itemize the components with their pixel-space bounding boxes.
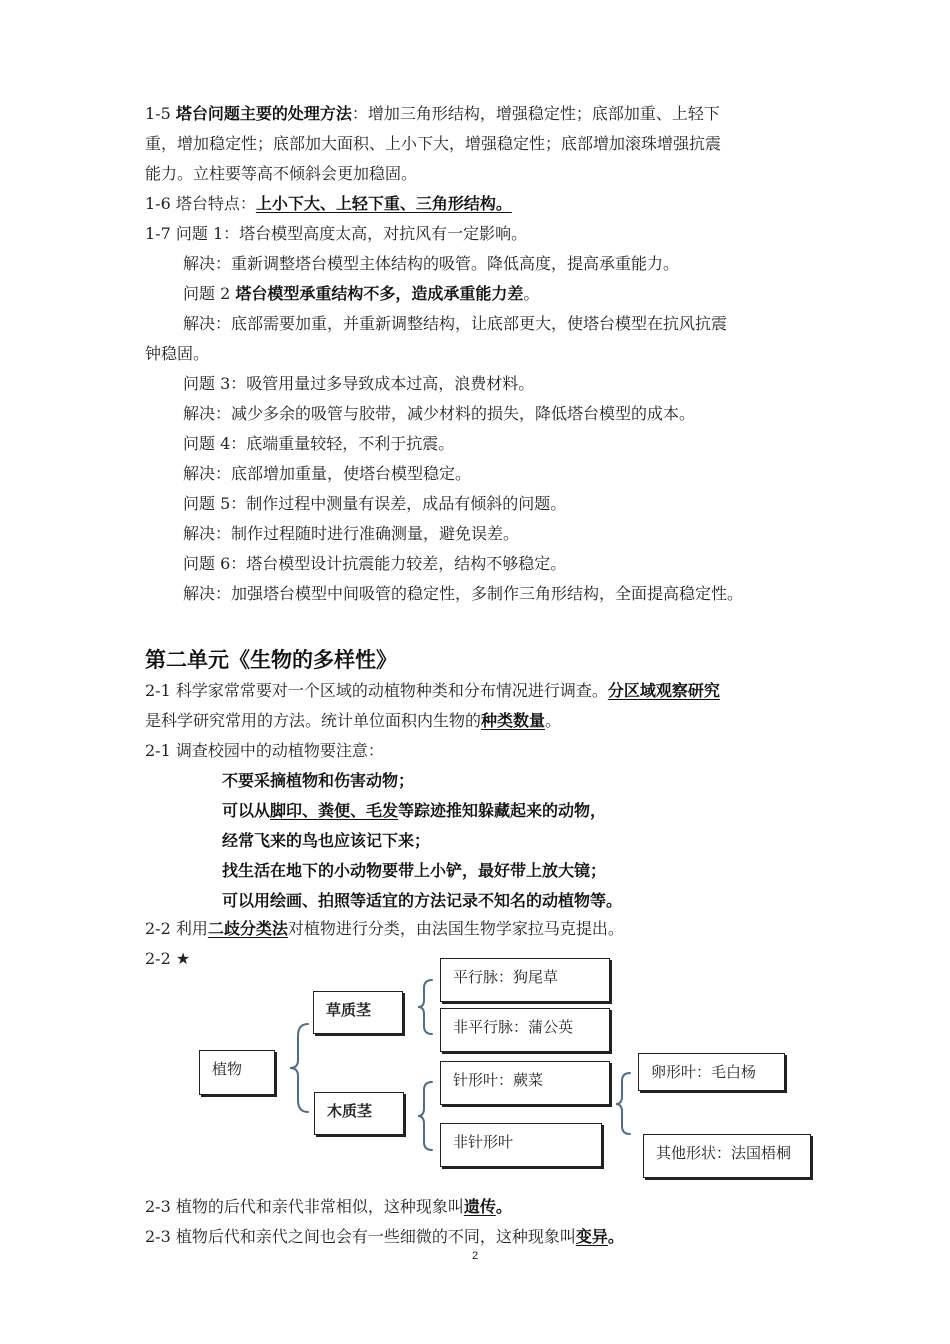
text-run: 。: [545, 711, 562, 730]
question-4: 问题 4：底端重量较轻，不利于抗震。: [183, 434, 455, 453]
underlined-term: 遗传: [463, 1197, 496, 1216]
text-run: 。: [607, 1227, 624, 1246]
paragraph-2-3-variation: [145, 1227, 624, 1247]
text-run: 2-3 植物后代和亲代之间也会有一些细微的不同，这种现象叫: [145, 1227, 576, 1246]
question-1: 1-7 问题 1：塔台模型高度太高，对抗风有一定影响。: [145, 224, 528, 243]
text-run: 。: [523, 284, 540, 303]
bold-term: 塔台模型承重结构不多，造成承重能力差: [235, 284, 524, 303]
solution-6: 解决：加强塔台模型中间吸管的稳定性，多制作三角形结构，全面提高稳定性。: [183, 584, 744, 603]
tree-other-box: 其他形状：法国梧桐: [643, 1134, 811, 1178]
tree-parallel-box: 平行脉：狗尾草: [440, 958, 610, 1002]
text-run: 1-6 塔台特点：: [145, 194, 256, 213]
text-line: 重，增加稳定性；底部加大面积、上小下大，增强稳定性；底部增加滚珠增强抗震: [145, 134, 722, 153]
item-number: 1-5: [145, 104, 176, 123]
text-run: 对植物进行分类，由法国生物学家拉马克提出。: [287, 919, 624, 938]
text-run: 2-2 利用: [145, 919, 208, 938]
question-3: 问题 3：吸管用量过多导致成本过高，浪费材料。: [183, 374, 535, 393]
brace-nonneedle: [616, 1073, 630, 1134]
brace-herb: [418, 980, 432, 1034]
paragraph-2-3-heredity: [145, 1197, 512, 1217]
text-line: 能力。立柱要等高不倾斜会更加稳固。: [145, 164, 418, 183]
underlined-term: 分区域观察研究: [607, 681, 720, 700]
solution-4: 解决：底部增加重量，使塔台模型稳定。: [183, 464, 472, 483]
text-run: 2-3 植物的后代和亲代非常相似，这种现象叫: [145, 1197, 464, 1216]
underlined-term: 上小下大、上轻下重、三角形结构。: [255, 194, 512, 213]
underlined-term: 脚印、粪便、毛发: [270, 801, 399, 820]
text-run: 问题 2: [183, 284, 236, 303]
text-run: 等踪迹推知躲藏起来的动物，: [398, 801, 607, 820]
paragraph-2-2-star: 2-2 ★: [145, 949, 191, 968]
text-run: ：增加三角形结构，增强稳定性；底部加重、上轻下: [351, 104, 720, 123]
text-line: 钟稳固。: [145, 344, 210, 363]
tree-needle-box: 针形叶：蕨菜: [440, 1061, 610, 1105]
solution-2: 解决：底部需要加重，并重新调整结构，让底部更大，使塔台模型在抗风抗震: [183, 314, 728, 333]
note-3: 经常飞来的鸟也应该记下来；: [222, 831, 431, 850]
underlined-term: 种类数量: [481, 711, 546, 730]
underlined-term: 变异: [575, 1227, 608, 1246]
text-run: 。: [495, 1197, 512, 1216]
text-run: 是科学研究常用的方法。统计单位面积内生物的: [145, 711, 482, 730]
note-1: 不要采摘植物和伤害动物；: [222, 771, 415, 790]
note-4: 找生活在地下的小动物要带上小铲，最好带上放大镜；: [222, 861, 607, 880]
note-5: 可以用绘画、拍照等适宜的方法记录不知名的动植物等。: [222, 891, 623, 910]
solution-5: 解决：制作过程随时进行准确测量，避免误差。: [183, 524, 520, 543]
text-run: 可以从: [222, 801, 271, 820]
tree-nonparallel-box: 非平行脉：蒲公英: [440, 1008, 610, 1052]
unit-heading: 第二单元《生物的多样性》: [145, 648, 397, 672]
question-6: 问题 6：塔台模型设计抗震能力较差，结构不够稳定。: [183, 554, 567, 573]
tree-root-box: 植物: [199, 1050, 275, 1095]
brace-wood: [418, 1082, 432, 1150]
page-number: 2: [471, 1250, 479, 1262]
brace-root: [290, 1024, 308, 1112]
text-run: 2-1 科学家常常要对一个区域的动植物种类和分布情况进行调查。: [145, 681, 608, 700]
tree-nonneedle-box: 非针形叶: [440, 1123, 602, 1167]
underlined-term: 二歧分类法: [207, 919, 288, 938]
solution-3: 解决：减少多余的吸管与胶带，减少材料的损失，降低塔台模型的成本。: [183, 404, 696, 423]
question-5: 问题 5：制作过程中测量有误差，成品有倾斜的问题。: [183, 494, 567, 513]
tree-herb-box: 草质茎: [313, 991, 403, 1034]
solution-1: 解决：重新调整塔台模型主体结构的吸管。降低高度，提高承重能力。: [183, 254, 680, 273]
paragraph-2-1b: 2-1 调查校园中的动植物要注意：: [145, 741, 384, 760]
tree-wood-box: 木质茎: [314, 1092, 404, 1135]
bold-term: 塔台问题主要的处理方法: [175, 104, 352, 123]
tree-oval-box: 卵形叶：毛白杨: [638, 1053, 785, 1091]
